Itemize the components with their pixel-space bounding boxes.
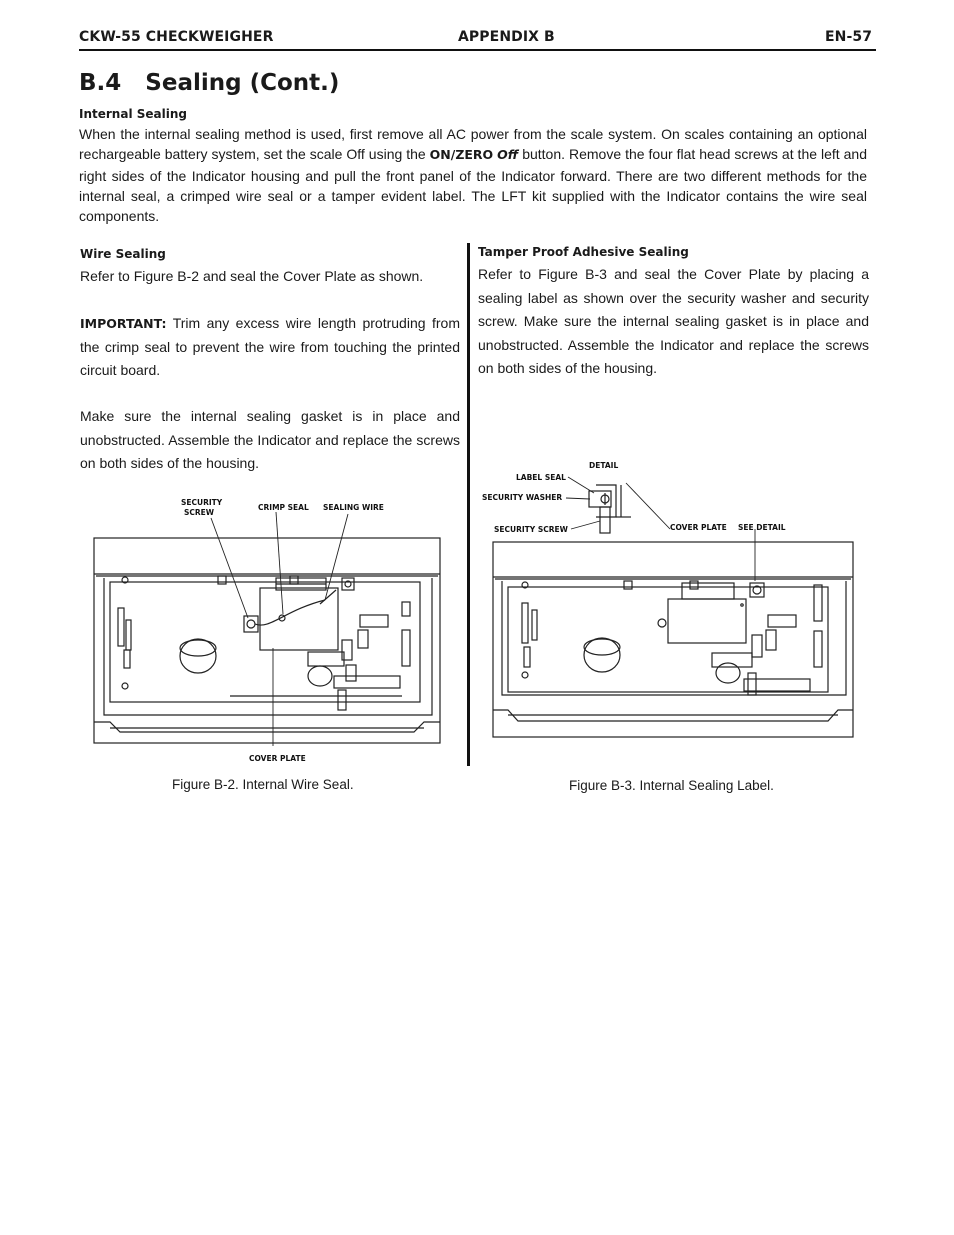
internal-sealing-text-before: When the internal sealing method is used, first remove all AC power from the scale system. On scales containing an optional rechargeable battery system, set the scale Off using the: [79, 126, 867, 163]
column-divider: [467, 243, 470, 766]
fig-b2-label-security-1: SECURITY: [181, 498, 223, 507]
figure-b3-caption: Figure B-3. Internal Sealing Label.: [569, 778, 774, 793]
wire-sealing-heading: Wire Sealing: [80, 247, 166, 261]
fig-b2-label-cover-plate: COVER PLATE: [249, 754, 306, 763]
header-document-title: CKW-55 CHECKWEIGHER: [79, 29, 274, 45]
important-label: IMPORTANT:: [80, 316, 167, 331]
fig-b3-label-security-screw: SECURITY SCREW: [494, 525, 568, 534]
off-key: Off: [497, 147, 519, 163]
internal-sealing-heading: Internal Sealing: [79, 107, 187, 121]
fig-b2-label-sealing-wire: SEALING WIRE: [323, 503, 384, 512]
figure-b2-drawing: [80, 490, 455, 770]
figure-b3-drawing: [476, 455, 861, 745]
tamper-sealing-heading: Tamper Proof Adhesive Sealing: [478, 245, 689, 259]
fig-b3-label-see-detail: SEE DETAIL: [738, 523, 786, 532]
wire-sealing-important: [80, 312, 460, 383]
header-rule: [79, 49, 876, 51]
tamper-sealing-paragraph: Refer to Figure B-3 and seal the Cover Plate by placing a sealing label as shown over the security washer and security screw. Make sure the internal sealing gasket is in place and unobstructed. Assemble the Indicator and replace the screws on both sides of the housing.: [478, 266, 869, 376]
internal-sealing-text-after: button. Remove the four flat head screws at the left and right sides of the Indicator housing and pull the front panel of the Indicator forward. There are two different methods for the internal seal, a crimped wire seal or a tamper evident label. The LFT kit supplied with the Indicator contains the wire seal components.: [79, 146, 867, 225]
fig-b2-label-security-2: SCREW: [184, 508, 215, 517]
on-zero-key: ON/ZERO: [429, 147, 494, 163]
figure-b2-caption: Figure B-2. Internal Wire Seal.: [172, 777, 354, 792]
fig-b3-label-detail: DETAIL: [589, 461, 619, 470]
internal-sealing-paragraph: [79, 124, 867, 226]
fig-b2-label-crimp-seal: CRIMP SEAL: [258, 503, 309, 512]
fig-b3-label-label-seal: LABEL SEAL: [516, 473, 566, 482]
fig-b3-label-security-washer: SECURITY WASHER: [482, 493, 563, 502]
wire-sealing-para-1: Refer to Figure B-2 and seal the Cover Plate as shown.: [80, 268, 424, 284]
wire-sealing-para-3: Make sure the internal sealing gasket is in place and unobstructed. Assemble the Indicator and replace the screws on both sides of the housing.: [80, 408, 460, 471]
header-page-number: EN-57: [825, 29, 873, 45]
section-title: B.4 Sealing (Cont.): [79, 70, 340, 96]
header-appendix: APPENDIX B: [458, 29, 555, 45]
important-text: Trim any excess wire length protruding from the crimp seal to prevent the wire from touching the printed circuit board.: [80, 315, 460, 378]
fig-b3-label-cover-plate: COVER PLATE: [670, 523, 727, 532]
